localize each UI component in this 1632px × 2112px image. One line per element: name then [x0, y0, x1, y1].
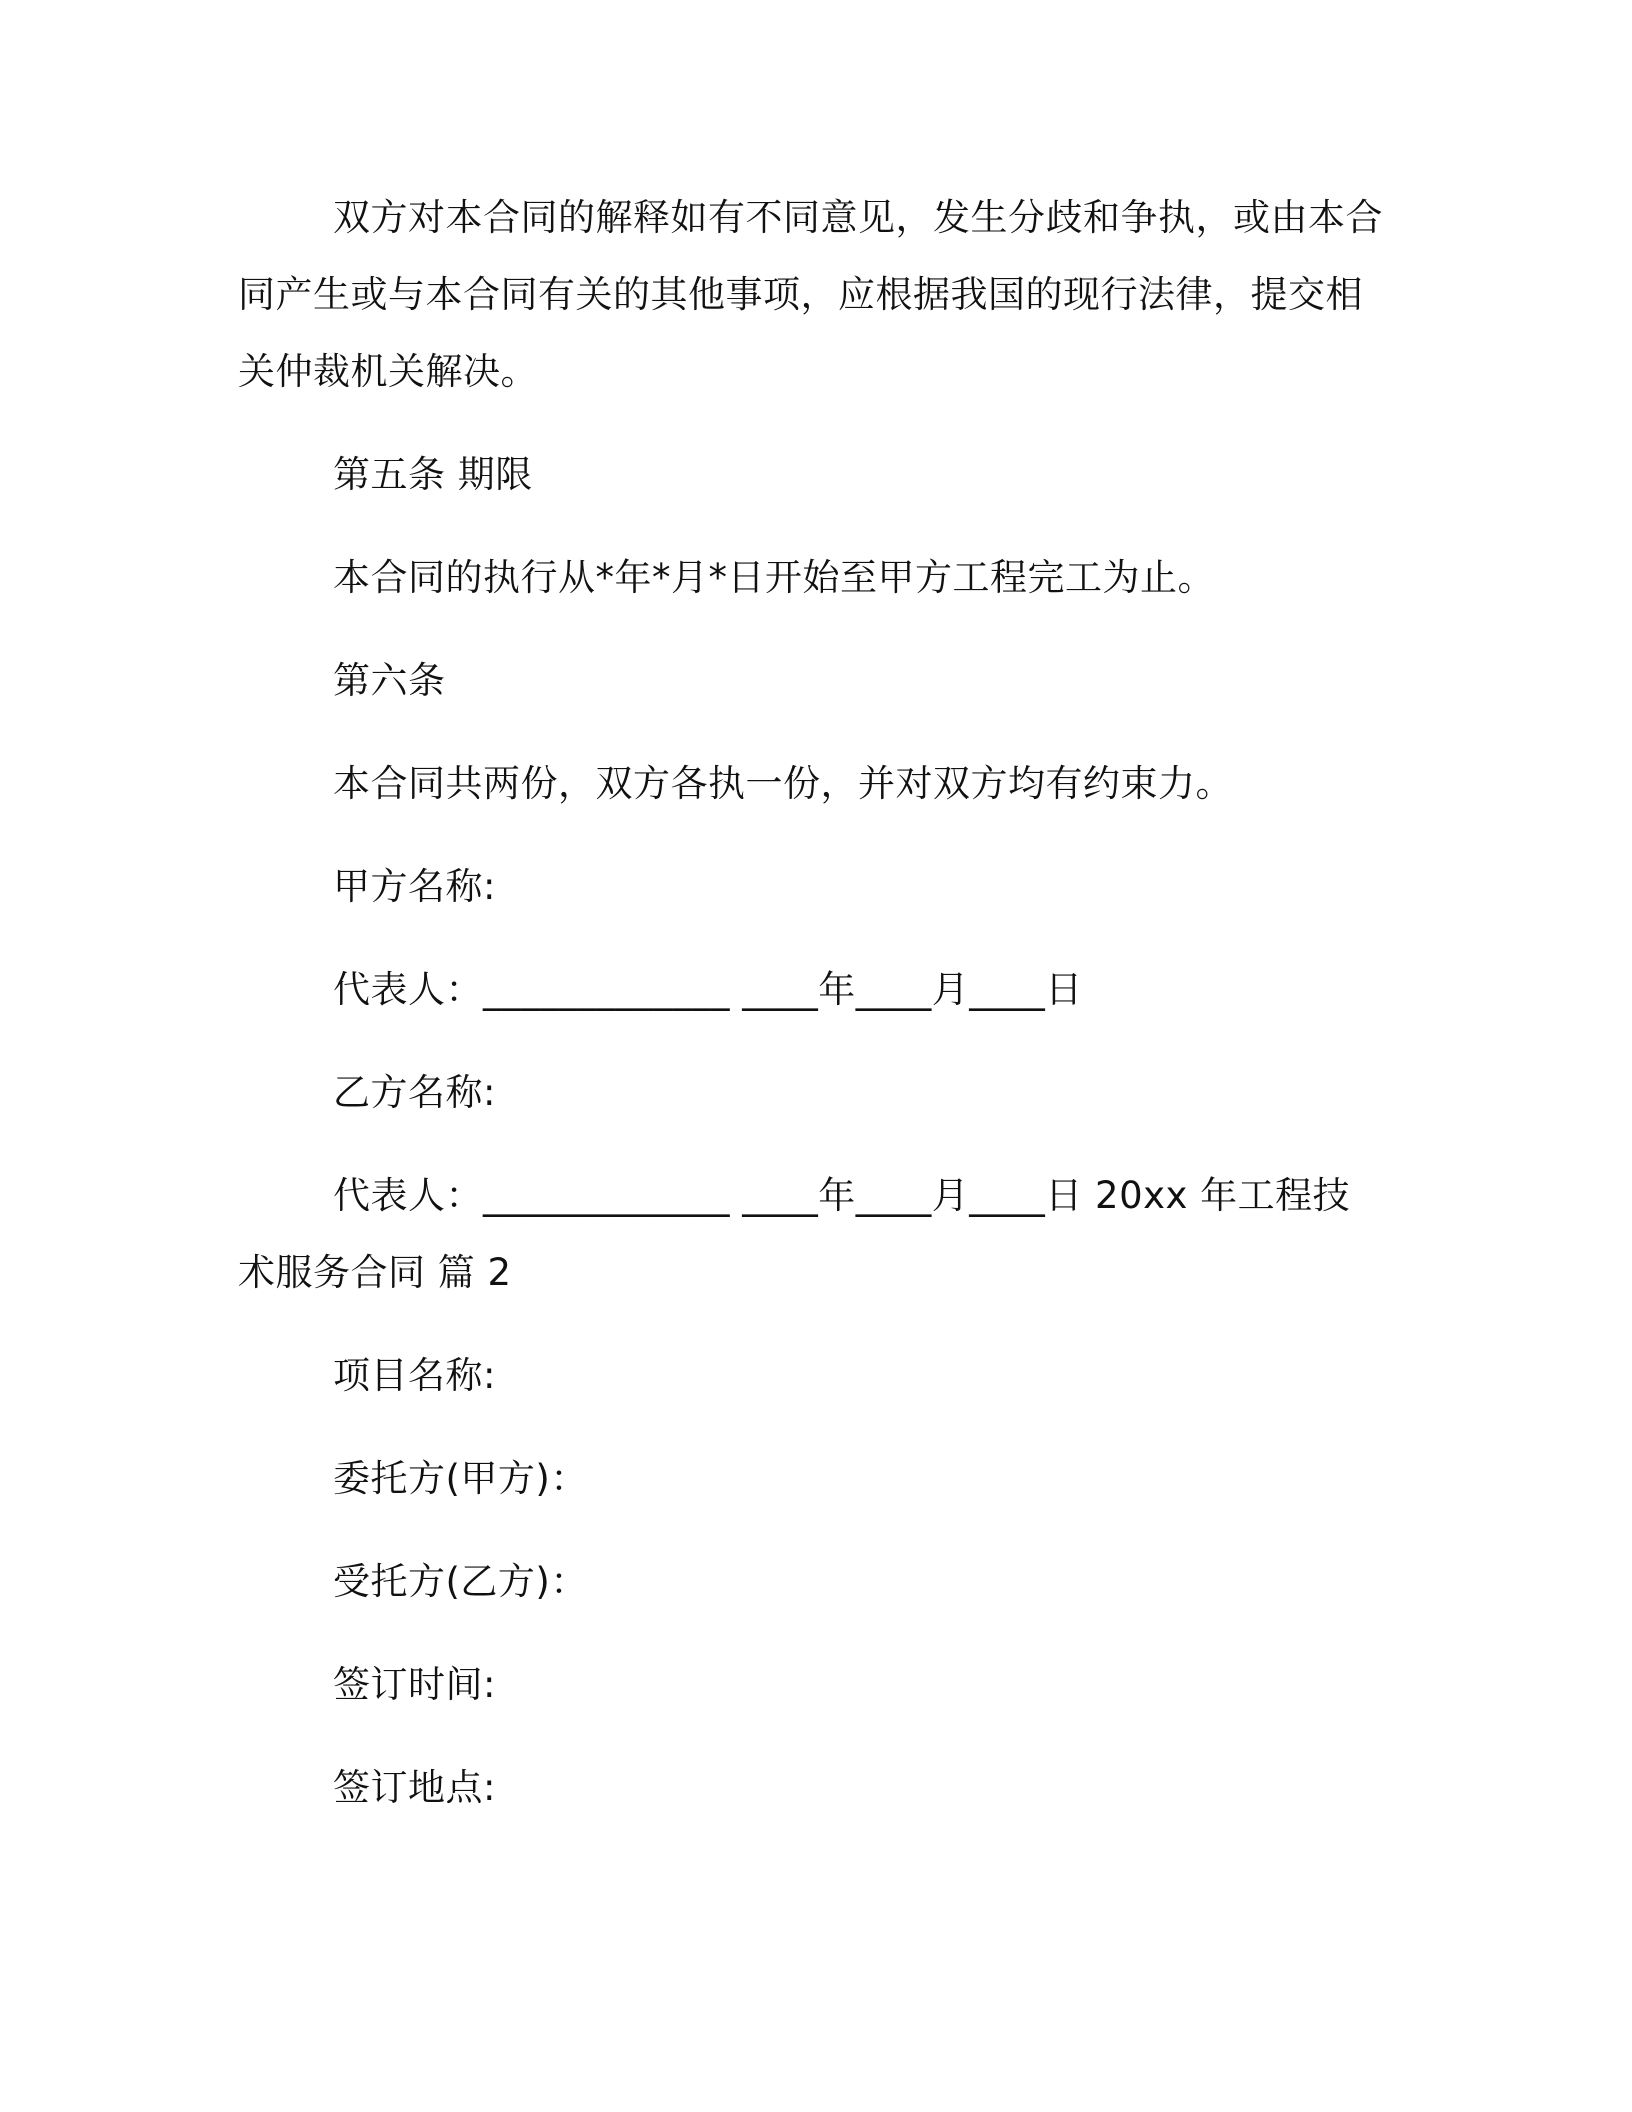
article6-heading: 第六条: [333, 659, 446, 702]
article5-text: 本合同的执行从*年*月*日开始至甲方工程完工为止。: [333, 556, 1215, 599]
para1-line1: 双方对本合同的解释如有不同意见，发生分歧和争执，或由本合: [333, 196, 1383, 239]
contractor-party-b: 受托方(乙方)：: [333, 1560, 588, 1603]
article6-text: 本合同共两份，双方各执一份，并对双方均有约束力。: [333, 762, 1233, 805]
client-party-a: 委托方(甲方)：: [333, 1457, 588, 1500]
signing-time: 签订时间:: [333, 1663, 496, 1706]
article5-heading: 第五条 期限: [333, 453, 533, 496]
party-b-representative-line1: 代表人：_____________ ____年____月____日 20xx 年工程技: [333, 1174, 1351, 1217]
project-name: 项目名称:: [333, 1354, 496, 1397]
para1-line2: 同产生或与本合同有关的其他事项，应根据我国的现行法律，提交相: [238, 273, 1363, 316]
party-a-representative: 代表人：_____________ ____年____月____日: [333, 968, 1083, 1011]
signing-place: 签订地点:: [333, 1766, 496, 1809]
para1-line3: 关仲裁机关解决。: [238, 350, 538, 393]
party-b-name: 乙方名称:: [333, 1071, 496, 1114]
party-a-name: 甲方名称:: [333, 865, 496, 908]
party-b-representative-line2: 术服务合同 篇 2: [238, 1251, 512, 1294]
